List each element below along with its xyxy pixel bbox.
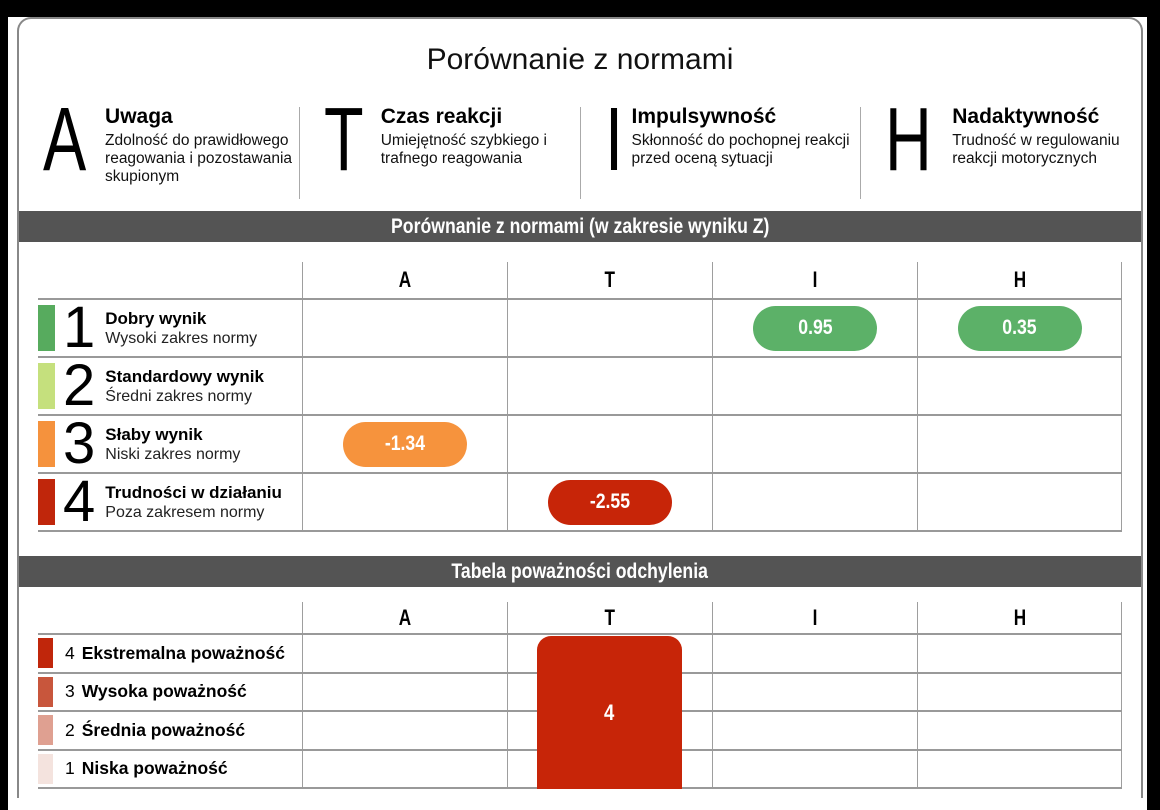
severity-row-label: Niska poważność <box>81 758 228 779</box>
norm-row-3 <box>38 410 1122 476</box>
legend-item-description: Umiejętność szybkiego i trafnego reagowania <box>380 132 547 167</box>
norm-table-header <box>38 262 1122 300</box>
score-pill-i: 0.95 <box>753 306 877 351</box>
score-cell-a1 <box>302 300 507 356</box>
norm-table <box>38 262 1122 532</box>
severity-color-swatch <box>38 638 53 668</box>
severity-table-header <box>38 602 1122 635</box>
row-color-swatch <box>38 421 55 467</box>
legend-letter-h: H <box>885 90 933 190</box>
severity-color-swatch <box>38 754 53 784</box>
severity-column-header-a: A <box>302 602 507 633</box>
severity-bar-value: 4 <box>604 699 615 725</box>
report-sheet <box>8 17 1147 810</box>
severity-column-header-i: I <box>712 602 917 633</box>
row-number: 1 <box>63 294 96 360</box>
column-header-t: T <box>507 262 712 298</box>
legend-item-nadaktywnosc <box>861 90 1141 190</box>
score-cell-t2 <box>507 358 712 414</box>
legend-letter-i: I <box>604 90 623 190</box>
norm-row-1 <box>38 294 1122 360</box>
report-panel <box>17 17 1143 798</box>
norm-section-header-text: Porównanie z normami (w zakresie wyniku Z) <box>390 214 770 238</box>
severity-row-label: Ekstremalna poważność <box>81 642 286 663</box>
score-cell-i2 <box>712 358 917 414</box>
score-pill-t: -2.55 <box>548 480 672 525</box>
row-title: Trudności w działaniu <box>105 482 282 502</box>
severity-bar-t <box>537 636 682 789</box>
legend-item-title: Impulsywność <box>631 105 777 128</box>
norm-table-label-header <box>38 262 302 298</box>
score-cell-a2 <box>302 358 507 414</box>
severity-section-header-text: Tabela poważności odchylenia <box>451 559 709 583</box>
severity-row-number: 1 <box>65 758 75 779</box>
legend-item-description: Zdolność do prawidłowego reagowania i pozostawania skupionym <box>105 132 293 185</box>
score-cell-h2 <box>917 358 1122 414</box>
norm-section-header-bar <box>19 211 1141 242</box>
severity-table-label-header <box>38 602 302 633</box>
legend-item-description: Trudność w regulowaniu reakcji motorycznych <box>952 132 1120 167</box>
row-subtitle: Średni zakres normy <box>105 387 252 405</box>
legend-letter-t: T <box>323 90 364 190</box>
severity-row-number: 3 <box>65 681 75 702</box>
row-title: Słaby wynik <box>105 424 203 444</box>
row-subtitle: Wysoki zakres normy <box>105 329 258 347</box>
severity-row-number: 4 <box>65 642 75 663</box>
legend-item-uwaga <box>19 90 299 190</box>
column-header-i: I <box>712 262 917 298</box>
column-header-h: H <box>917 262 1122 298</box>
legend-item-title: Nadaktywność <box>952 105 1100 128</box>
row-title: Standardowy wynik <box>105 366 264 386</box>
row-title: Dobry wynik <box>105 308 207 328</box>
column-header-a: A <box>302 262 507 298</box>
score-cell-h4 <box>917 474 1122 530</box>
score-cell-i1 <box>712 300 917 356</box>
score-cell-i4 <box>712 474 917 530</box>
score-cell-t4 <box>507 474 712 530</box>
severity-color-swatch <box>38 715 53 745</box>
legend-item-impulsywnosc <box>581 90 861 190</box>
score-cell-a4 <box>302 474 507 530</box>
score-pill-h: 0.35 <box>958 306 1082 351</box>
row-number: 2 <box>63 352 96 418</box>
legend-item-czas-reakcji <box>300 90 580 190</box>
row-color-swatch <box>38 479 55 525</box>
severity-row-label: Średnia poważność <box>81 719 246 740</box>
legend-letter-a: A <box>43 90 87 190</box>
severity-column-header-t: T <box>507 602 712 633</box>
score-cell-a3 <box>302 416 507 472</box>
norm-row-2 <box>38 352 1122 418</box>
page-title: Porównanie z normami <box>426 43 734 76</box>
norm-row-4 <box>38 468 1122 534</box>
score-cell-t1 <box>507 300 712 356</box>
severity-section-header-bar <box>19 556 1141 587</box>
severity-row-number: 2 <box>65 719 75 740</box>
row-subtitle: Poza zakresem normy <box>105 503 265 521</box>
score-cell-t3 <box>507 416 712 472</box>
row-number: 3 <box>63 410 96 476</box>
severity-row-label: Wysoka poważność <box>81 681 247 702</box>
legend-item-description: Skłonność do pochopnej reakcji przed oceną sytuacji <box>631 132 850 167</box>
severity-color-swatch <box>38 677 53 707</box>
severity-table <box>38 602 1122 789</box>
severity-column-header-h: H <box>917 602 1122 633</box>
row-color-swatch <box>38 363 55 409</box>
row-subtitle: Niski zakres normy <box>105 445 241 463</box>
row-color-swatch <box>38 305 55 351</box>
legend-item-title: Uwaga <box>105 105 173 128</box>
row-number: 4 <box>63 468 96 534</box>
score-cell-h1 <box>917 300 1122 356</box>
score-pill-a: -1.34 <box>343 422 467 467</box>
legend <box>19 90 1141 199</box>
score-cell-h3 <box>917 416 1122 472</box>
legend-item-title: Czas reakcji <box>380 105 503 128</box>
score-cell-i3 <box>712 416 917 472</box>
